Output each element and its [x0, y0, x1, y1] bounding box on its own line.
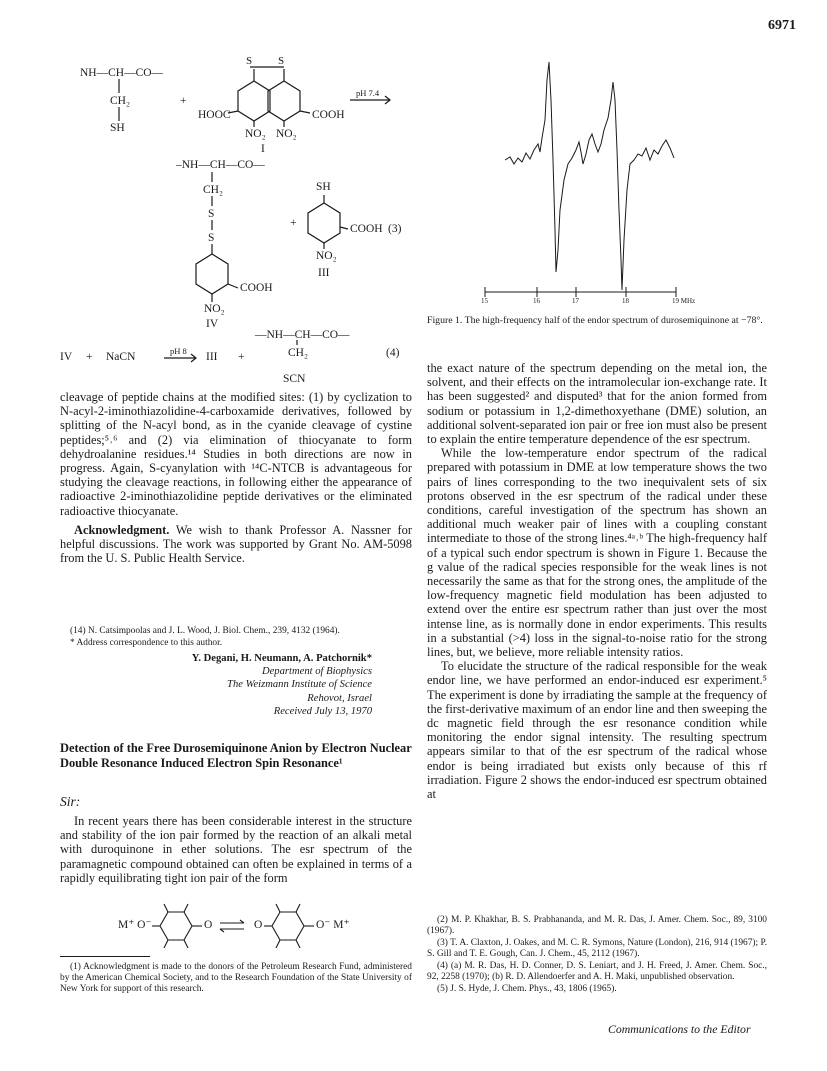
paragraph: In recent years there has been considerable interest in the structure and stability of the ion pair formed by the reaction of an alkali metal with duroquinone in ether solutions. The esr spectrum of the paramagnetic compound obtained can often be explained in terms of a rapidly equilibrating tight ion pair of the form — [60, 814, 412, 885]
plus-sign: + — [180, 95, 187, 107]
intro-paragraph — [60, 814, 412, 885]
footnote-rule — [60, 956, 150, 957]
paragraph: To elucidate the structure of the radical responsible for the weak endor line, we have performed an endor-induced esr experiment.⁵ The experiment is done by irradiating the sample at the frequency of the first-derivative maximum of an endor line and then sweeping the dc magnetic field through the esr resonance condition while monitoring the endor signal intensity. The resulting spectrum appears similar to that of the esr spectrum of the radical whose endor is being irradiated but exists only because of this rf irradiation. Figure 2 shows the endor-induced esr spectrum obtained at — [427, 659, 767, 802]
ch2-label: CH₂ — [288, 347, 308, 359]
footnote-block — [60, 626, 412, 650]
endor-spectrum-plot — [480, 40, 780, 310]
sulfur-label: S — [246, 55, 253, 67]
department: Department of Biophysics — [261, 666, 372, 678]
footnote: (14) N. Catsimpoolas and J. L. Wood, J. Biol. Chem., 239, 4132 (1964). — [70, 626, 340, 636]
compound-label-I: I — [261, 143, 265, 155]
frequency-axis — [485, 287, 676, 297]
paragraph: the exact nature of the spectrum depending on the metal ion, the solvent, and their effects on the intramolecular ion-exchange rate. It has been suggested² and disputed³ that for the anion formed from sodium or potassium in 1,2-dimethoxyethane (DME) solution, an additional solvent-separated ion pair or free ion must also be present to explain the entire temperature dependence of the esr spectrum. — [427, 361, 767, 447]
footnote: * Address correspondence to this author. — [70, 638, 223, 648]
compound-label-IV: IV — [60, 351, 73, 363]
no2-label: NO₂ — [316, 250, 337, 262]
paragraph: cleavage of peptide chains at the modified sites: (1) by cyclization to N-acyl-2-iminothiazolidine-4-carboxamide derivatives, followed by splitting of the N-acyl bond, as in the cyanide cleavage of cystine peptides;⁵˒⁶ and (2) via elimination of thiocyanate to form dehydroalanine residues.¹⁴ Studies in both directions are now in progress. Again, S-cyanylation with ¹⁴C-NTCB is advantageous for studying the cleavage reactions, in following either the appearance of radioactive 2-iminothiazolidine peptide derivatives or the eliminated radioactive thiocyanate. — [60, 390, 412, 518]
article-title: Detection of the Free Durosemiquinone Anion by Electron Nuclear Double Resonance Induced Electron Spin Resonance¹ — [60, 741, 412, 770]
compound-label-III: III — [318, 267, 330, 279]
plus-sign: + — [86, 351, 93, 363]
compound-label-IV: IV — [206, 318, 219, 330]
right-column-body — [427, 361, 767, 801]
page-number: 6971 — [768, 18, 796, 33]
oxygen-label: O — [254, 919, 263, 931]
journal-footer: Communications to the Editor — [608, 1022, 751, 1036]
sulfur-label: S — [278, 55, 285, 67]
equation-number-4: (4) — [386, 347, 400, 359]
axis-tick-label: 16 — [533, 297, 540, 305]
institution: The Weizmann Institute of Science — [227, 679, 372, 691]
peptide-backbone: —NH—CH—CO— — [255, 329, 350, 341]
figure-1 — [480, 40, 780, 310]
reaction-scheme — [60, 55, 420, 365]
compound-label-III: III — [206, 351, 218, 363]
hooc-label: HOOC — [198, 109, 231, 121]
peptide-backbone: –NH—CH—CO— — [176, 159, 265, 171]
peptide-backbone: NH—CH—CO— — [80, 67, 164, 79]
salutation: Sir: — [60, 794, 81, 809]
author-names: Y. Degani, H. Neumann, A. Patchornik* — [191, 653, 372, 664]
plus-sign: + — [290, 217, 297, 229]
received-date: Received July 13, 1970 — [273, 705, 372, 717]
ph-label: pH 8 — [170, 346, 187, 356]
paragraph: While the low-temperature endor spectrum of the radical prepared with potassium in DME at low temperature shows the two pairs of lines corresponding to the two inequivalent sets of six protons observed in the esr spectrum of the radical under these conditions, careful investigation of the spectrum has shown an additional much weaker pair of lines with a coupling constant intermediate to those of the strong lines.⁴ᵃ˒ᵇ The high-frequency half of a typical such endor spectrum is shown in Figure 1. Because the g value of the radical species responsible for the weak lines is not necessarily the same as that for the strong ones, the amplitude of the low-frequency magnetic field modulation has been adjusted to extend over the entire esr spectrum rather than just over the most intense line, as is normally done in endor experiments. This results in a substantial (>4) loss in the signal-to-noise ratio for the strong lines, but, we believe, more reliable intensity ratios. — [427, 446, 767, 660]
footnote: (5) J. S. Hyde, J. Chem. Phys., 43, 1806 (1965). — [437, 984, 617, 994]
sh-label: SH — [316, 181, 331, 193]
nacn-label: NaCN — [106, 351, 136, 363]
cooh-label: COOH — [350, 223, 383, 235]
acknowledgment-text: We wish to thank Professor A. Nassner for helpful discussions. The work was supported by Grant No. AM-5098 from the U. S. Public Health Service. — [60, 522, 412, 566]
left-column-body — [60, 390, 412, 565]
ch2-label: CH₂ — [110, 95, 130, 107]
footnote: (1) Acknowledgment is made to the donors of the Petroleum Research Fund, administered by the American Chemical Society, and to the Research Foundation of the State University of New York for support of this research. — [60, 962, 412, 994]
no2-label: NO₂ — [245, 128, 266, 140]
figure-caption: Figure 1. The high-frequency half of the endor spectrum of durosemiquinone at −78°. — [427, 315, 763, 326]
footnote: (3) T. A. Claxton, J. Oakes, and M. C. R. Symons, Nature (London), 216, 914 (1967); P. S. Gill and T. E. Gough, Can. J. Chem., 45, 2112 (1967). — [427, 938, 767, 959]
city: Rehovot, Israel — [307, 692, 372, 704]
spectrum-trace — [505, 62, 674, 290]
sh-label: SH — [110, 122, 125, 134]
oxygen-label: O — [204, 919, 213, 931]
cooh-label: COOH — [240, 282, 273, 294]
ion-pair-equation — [120, 900, 380, 950]
footnote-block — [427, 915, 767, 996]
axis-tick-label: 17 — [572, 297, 579, 305]
author-signature — [150, 652, 372, 718]
ph-label: pH 7.4 — [356, 88, 380, 98]
anion-cation-label: O⁻ M⁺ — [316, 919, 350, 931]
cation-anion-label: M⁺ O⁻ — [118, 919, 152, 931]
footnote-block — [60, 962, 412, 996]
footnote: (2) M. P. Khakhar, B. S. Prabhananda, and M. R. Das, J. Amer. Chem. Soc., 89, 3100 (1967). — [427, 915, 767, 936]
footnote: (4) (a) M. R. Das, H. D. Conner, D. S. Leniart, and J. H. Freed, J. Amer. Chem. Soc., 92, 2258 (1970); (b) R. D. Allendoerfer and A. H. Maki, unpublished observation. — [427, 961, 767, 982]
sulfur-label: S — [208, 232, 215, 244]
cooh-label: COOH — [312, 109, 345, 121]
axis-tick-label: 19 MHz — [672, 297, 696, 305]
plus-sign: + — [238, 351, 245, 363]
acknowledgment-heading: Acknowledgment. — [74, 522, 170, 537]
sulfur-label: S — [208, 208, 215, 220]
axis-tick-label: 15 — [481, 297, 488, 305]
acknowledgment-paragraph — [60, 523, 412, 566]
scn-label: SCN — [283, 373, 306, 385]
axis-tick-label: 18 — [622, 297, 629, 305]
equation-number-3: (3) — [388, 223, 402, 235]
no2-label: NO₂ — [204, 303, 225, 315]
no2-label: NO₂ — [276, 128, 297, 140]
ch2-label: CH₂ — [203, 184, 223, 196]
